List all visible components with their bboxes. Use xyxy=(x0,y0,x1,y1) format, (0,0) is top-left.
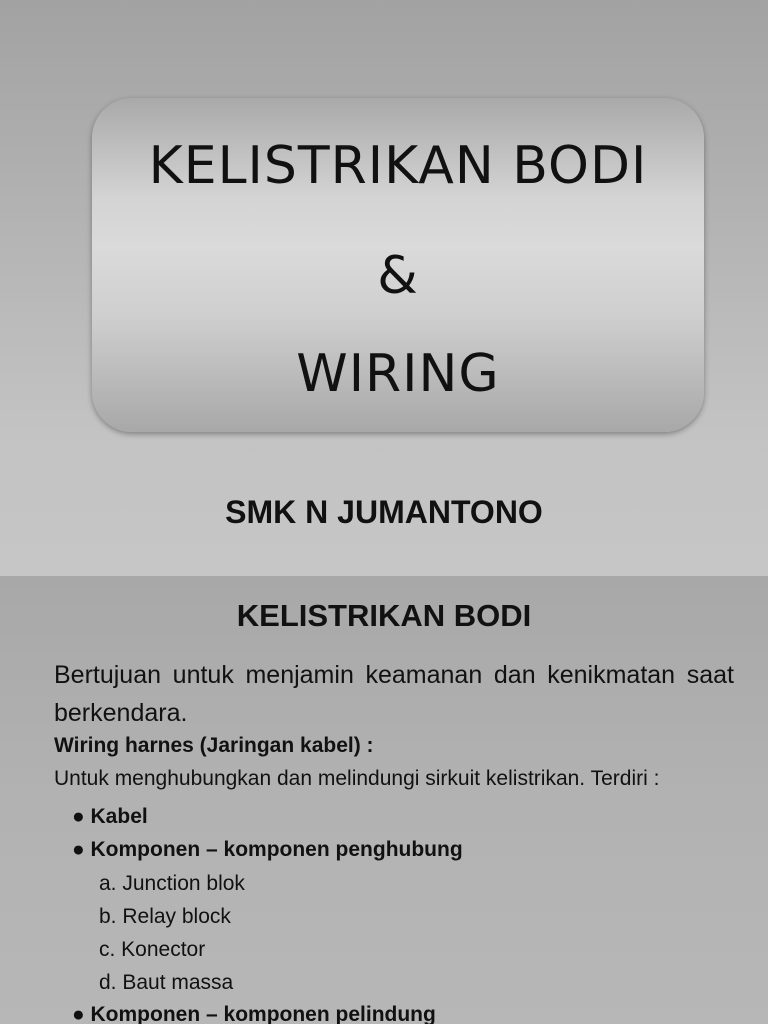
content-slide xyxy=(0,576,768,1024)
intro-paragraph: Bertujuan untuk menjamin keamanan dan kenikmatan saat berkendara. xyxy=(54,661,734,727)
bullet-item: ● Kabel xyxy=(72,805,148,828)
title-line-3: WIRING xyxy=(296,344,500,404)
sub-list-item: b. Relay block xyxy=(99,905,231,928)
slide-title: KELISTRIKAN BODI xyxy=(236,598,532,633)
section-description: Untuk menghubungkan dan melindungi sirkuit kelistrikan. Terdiri : xyxy=(54,767,660,790)
sub-list-item: a. Junction blok xyxy=(99,872,245,895)
subtitle: SMK N JUMANTONO xyxy=(225,494,543,530)
bullet-item: ● Komponen – komponen penghubung xyxy=(72,838,463,861)
bullet-item: ● Komponen – komponen pelindung xyxy=(72,1003,436,1024)
section-heading: Wiring harnes (Jaringan kabel) : xyxy=(54,734,374,757)
title-box xyxy=(92,98,704,432)
title-line-2: & xyxy=(377,246,419,306)
sub-list-item: d. Baut massa xyxy=(99,971,234,994)
sub-list-item: c. Konector xyxy=(99,938,206,961)
title-line-1: KELISTRIKAN BODI xyxy=(148,136,648,196)
